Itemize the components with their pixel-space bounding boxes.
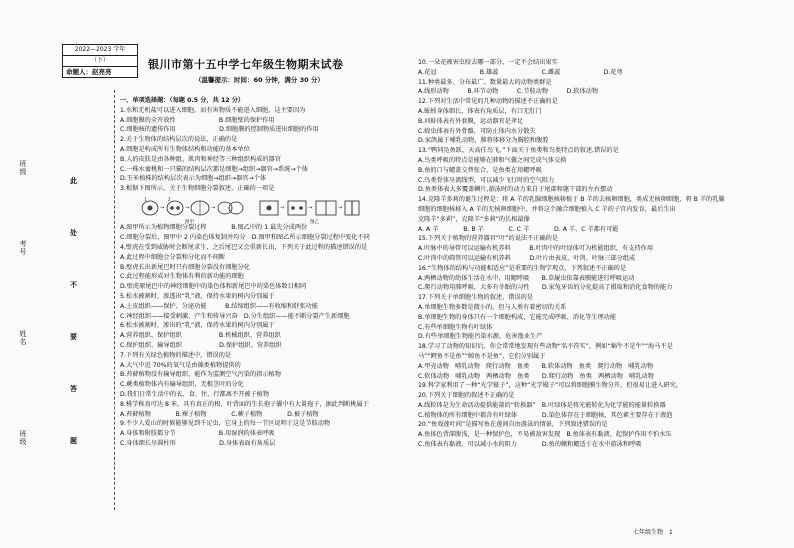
text-line: A.两栖动物的幼体生活在水中，用鳃呼吸 B.草履虫依靠表膜能进行呼吸运动: [418, 274, 635, 282]
text-line: A.花冠 B.雄蕊 C.雌蕊 D.花萼: [418, 68, 623, 76]
text-line: 2.关于生物体的结构层次的说法，正确的是: [120, 136, 238, 144]
text-line: C.蕨类植物体内有输导组织，无根茎叶的分化: [120, 381, 244, 389]
text-line: C.鸟类骨体呈流线型，可以减少飞行时的空气阻力: [418, 176, 555, 184]
text-line: 16.“生物体的结构与功能相适应”是重要的生物学观点，下列叙述不正确的是: [418, 264, 627, 272]
seal-char: 题: [70, 437, 77, 445]
text-line: A.鱼体色背深腹浅，是一种保护色，不易被敌害发现 B.鱼体表有黏液，起保护作用不怕水压: [418, 431, 672, 439]
cell-division-diagram: [140, 196, 360, 224]
text-line: 8.桃学称真可达 8 米，具有真正的根，叶背面的生长孢子囊中有大量孢子，据此判断桃属于: [120, 400, 369, 408]
text-line: 1.水和无机盐可以进入细胞，而有害物质不能进入细胞，这主要因为: [120, 106, 306, 114]
text-line: A.线形动物 B.环节动物 C.节肢动物 D.软体动物: [418, 88, 599, 96]
diagram-label-b: 图乙: [310, 220, 319, 224]
text-line: 克隆羊“多莉”，克隆羊“多莉”的长相最像: [418, 215, 530, 223]
text-line: 3.根据下图所示，关于生物细胞分裂叙述，正确的一项是: [120, 185, 275, 193]
margin-grade-label: 班级: [19, 430, 27, 446]
left-column: [120, 96, 410, 449]
svg-text:→: →: [308, 205, 313, 211]
text-line: A. A 羊 B. B 羊 C. C 羊 D. A 羊、C 羊都有可能: [418, 225, 619, 233]
text-line: A.苔藓植物 B.裸子植物 C.蕨子植物 D.被子植物: [120, 410, 319, 418]
text-line: D.壁虎原尾巴中的神经细胞中的染色体和新尾巴中的染色体数目相同: [120, 283, 307, 291]
text-line: 7.下列有关绿色植物的描述中，错误的是: [120, 351, 232, 359]
figure-b: [260, 201, 359, 215]
diagram-num2: 2: [168, 197, 171, 202]
text-line: A.此过程中细胞会分裂和分化而不间断: [120, 253, 226, 261]
figure-a: [142, 197, 243, 215]
text-line: 15.下列关于植物的营养器官“叶”的说法不正确的是: [418, 235, 559, 243]
seal-char: 此: [70, 177, 77, 185]
seal-char: 处: [70, 229, 77, 237]
text-line: D.有些单细胞生物能污染水源，危害渔业生产: [418, 333, 543, 341]
term: （下）: [63, 56, 137, 67]
text-line: A.细胞膜的全开放性 B.细胞壁的保护作用: [120, 116, 275, 124]
text-line: 20.“鱼戏莲叶间”是描写鱼在莲间自由游泳的情景，下列叙述错误的是: [418, 421, 608, 429]
text-line: A.上皮组织——保护、分泌功能 B.结缔组织——有收缩和舒张功能: [120, 302, 318, 310]
text-line: B.苔藓植物没有输导组织，能作为监测空气污染的指示植物: [120, 371, 281, 379]
text-line: 6.松水被割时，渗出的“乳”液，保持水果的树内分别属于: [120, 322, 275, 330]
text-line: A.细胞是构成所有生物体结构和功能的基本单位: [120, 145, 250, 153]
text-line: B.人的皮肤是由各种组、肌肉和神经等三种组织构成的器官: [120, 155, 281, 163]
text-line: C.神经组织——接受刺激，产生和传导兴奋 D.分生组织——能不断分裂产生新细胞: [120, 312, 350, 320]
text-line: C.鱼体表有黏液，可以减小水的阻力 D.鱼的鳍和鳃适于在水中游泳和呼吸: [418, 441, 642, 449]
svg-text:→: →: [185, 205, 190, 211]
text-line: A.身体和附肢都分节 B.用湿润的体表呼吸: [120, 430, 275, 438]
text-line: 9.不少人爱山的时候能够见到千足虫，它身上的每一节区说明于这是节肢动物: [120, 420, 331, 428]
margin-class-label: 班级: [19, 160, 27, 176]
text-line: 一、单项选择题：（每题 0.5 分，共 12 分）: [120, 97, 245, 104]
exam-note: （温馨提示：时间：60 分钟，满分 30 分）: [195, 76, 324, 84]
text-line: B.鱼的口与鳃盖交替张合，是鱼类在用鳃呼吸: [418, 166, 542, 174]
text-line: D.我们日常生活中的衣、食、住、行都离不开被子植物: [120, 390, 270, 398]
margin-number-label: 考号: [19, 240, 27, 256]
text-line: C.植物体的所有细胞中都含有叶绿体 D.染色体存在于细胞核，其色素主要存在于液泡: [418, 411, 673, 419]
text-line: A.蚯蚓身体细长，体表有角质层，有口无肛门: [418, 107, 542, 115]
text-line: 4.壁虎在受到威胁时会断尾求生，之后尾巴又会重新长出，下列关于此过程的描述错误的是: [120, 243, 368, 251]
svg-text:→: →: [280, 205, 285, 211]
text-line: 马”“鳄鱼不是鱼”“鲸鱼不是鱼”，它们分别属于: [418, 352, 546, 360]
author-row: [63, 67, 137, 77]
text-line: A.甲壳动物 哺乳动物 爬行动物 鱼类 B.软体动物 鱼类 爬行动物 哺乳动物: [418, 362, 654, 370]
seal-char: 不: [70, 281, 77, 289]
text-line: D.鱼类体表大多覆盖鳞片,游泳时的动力来自于尾部和躯干部的左右摆动: [418, 186, 613, 194]
author-name: 赵亮亮: [92, 68, 112, 76]
text-line: C.细胞核的遗传作用 D.细胞膜的控制物质进出细胞的作用: [120, 126, 319, 134]
seal-char: 要: [70, 333, 77, 341]
text-line: 19.科学家利用了一种“光学镊子”，这种“光学镊子”可以将细胞膜生物分开，但很易让进入研究。: [418, 382, 682, 390]
svg-text:→: →: [211, 205, 216, 211]
text-line: A.叶脉中的导管可以运输有机养料 B.叶肉中的叶绿体可为机能组织，有支持作用: [418, 245, 654, 253]
text-line: C.有些单细胞生物有叶绿体: [418, 323, 493, 331]
text-line: A.鸟类呼吸的特点是能够在肺和气囊之间完成气体交换: [418, 156, 567, 164]
text-line: A.大气中近 70%的氧气是由藻类植物提供的: [120, 361, 241, 369]
text-line: C.细胞分裂后，图甲中 2 内染色体复制并均分 D.图甲和图乙所示细胞分裂过程中变化不同: [120, 234, 370, 242]
text-line: A.单细胞生物多数是微小的，但与人类有着密切的关系: [418, 303, 567, 311]
text-line: B.河蚌体表有外套膜，运动器官是斧足: [418, 117, 524, 125]
diagram-num1: 1: [144, 197, 147, 202]
text-line: 5.松水被割时，渗透出“乳”液，保持水果的树内分别属于: [120, 292, 275, 300]
text-line: 17.下列关于单细胞生物的叙述，错误的是: [418, 294, 534, 302]
school-year: 2022—2023 学年: [63, 45, 137, 56]
text-line: D.家鸽属于哺乳动物，肺将体移分为胸腔和腹腔: [418, 137, 549, 145]
seal-char: 答: [70, 385, 77, 393]
text-line: 13.“鸭同凫鱼跃，天高任鸟飞，”下面关于鱼类和鸟类特点的叙述,错误的是: [418, 147, 619, 155]
text-line: C.软体动物 哺乳动物 两栖动物 鱼类 D.爬行动物 鱼类 两栖动物 哺乳动物: [418, 372, 654, 380]
text-line: C.身体细长呈圆柱形 D.身体表面有角质层: [120, 439, 276, 447]
text-line: 12.下列对生活中常见的几种动物的描述不正确的是: [418, 98, 558, 106]
text-line: 10.一朵花被害虫咬去哪一部分，一定不会结出果实: [418, 59, 558, 66]
exam-title: 银川市第十五中学七年级生物期末试卷: [148, 58, 344, 71]
text-line: C.蝗虫体表有外骨骼，可防止体内水分散失: [418, 127, 536, 135]
binding-line: [114, 90, 115, 510]
text-line: 11.种类最多、分布最广、数量最大的动物类群是: [418, 78, 552, 86]
text-line: C.爬行动物用肺呼吸，大多有冬眠的习性 D.家兔牙齿的分化提高了摄取和消化食物的能力: [418, 284, 673, 292]
text-line: C.一株水蜜桃和一只猫的结构层次都是细胞→组织→器官→系统→个体: [120, 165, 308, 173]
text-line: C.保护组织、输导组织 D.保护组织、营养组织: [120, 341, 282, 349]
text-line: B.单细胞生物的身体只有一个细胞构成，它能完成呼吸、消化等生理功能: [418, 313, 617, 321]
author-label: 命题人：: [66, 68, 92, 76]
binding-margin: [0, 0, 112, 548]
margin-name-label: 姓名: [19, 330, 27, 346]
text-line: C.叶肉中的筛管可以运输有机养料 D.叶片由表皮、叶肉、叶脉三部分组成: [418, 254, 636, 262]
text-line: A.线粒体是为生命活动提供能量的“转换器” B.叶绿体是将光能转化为化学能的能量转换器: [418, 401, 666, 409]
text-line: 14.克隆羊多莉的诞生过程是：将 A 羊的乳腺细胞核移植于 B 羊的去核卵细胞，类成无核卵细胞，将 B 羊的乳腺: [418, 196, 725, 204]
text-line: 细胞的细胞核移入 A 羊的无核卵细胞中，并将这个融合细胞植入 C 羊的子宫内发育，最后生出: [418, 205, 676, 213]
text-line: B.壁虎长出新尾巴时只有细胞分裂没有细胞分化: [120, 263, 250, 271]
text-line: A.图甲所示为植物细胞分裂过程 B.图乙中的 1 最先分成两份: [120, 224, 308, 232]
right-column: [418, 58, 763, 450]
text-line: D.玉米植株的结构层次表示为细胞→组织→器官→个体: [120, 175, 267, 183]
text-line: 18.学习了动物的知识后，你会常常地发现有些动物“名不符实”，例如“蜗牛不是牛”“海马不是: [418, 343, 673, 351]
text-line: A.营养组织、保护组织 B.机械组织、营养组织: [120, 332, 281, 340]
svg-text:→: →: [160, 205, 165, 211]
diagram-label-a: 图甲: [185, 220, 194, 224]
svg-text:→: →: [338, 205, 343, 211]
header-info-box: [62, 44, 138, 78]
text-line: 20.下列关于细胞的叙述不正确的是: [418, 392, 515, 400]
text-line: C.此过程能形成对生物体有利的新功能的细胞: [120, 273, 244, 281]
page-footer: 七年级生物 1: [633, 529, 673, 536]
